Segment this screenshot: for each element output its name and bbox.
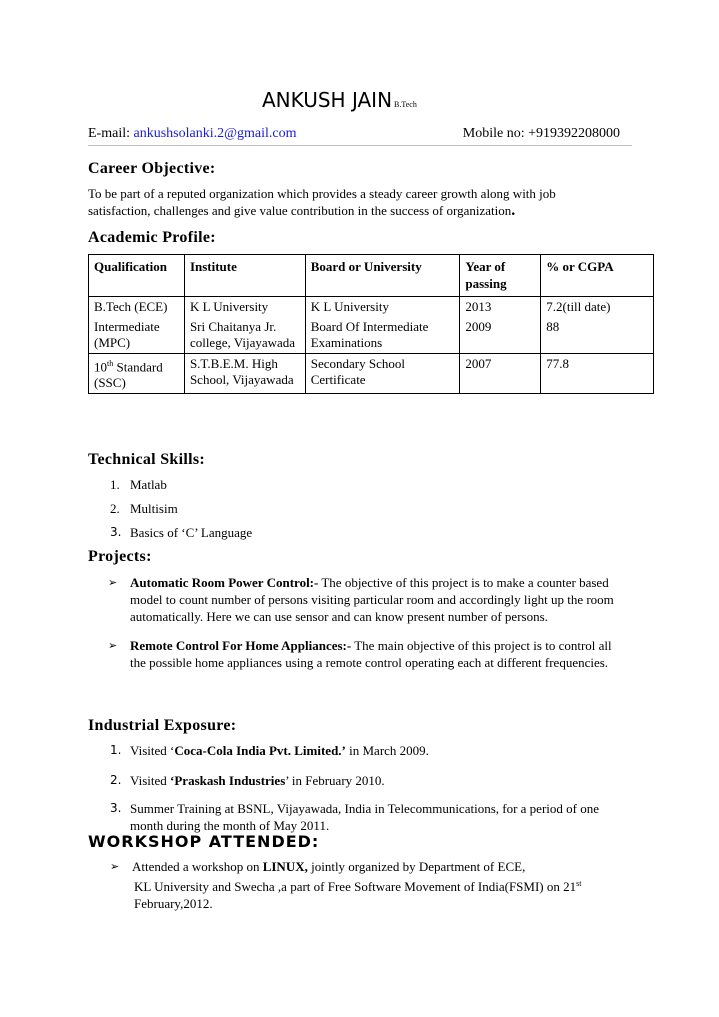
workshop-detail: KL University and Swecha ,a part of Free Software Movement of India(FSMI) on 21 [134,879,577,895]
ssc-label: Standard (SSC) [94,359,163,391]
column-header: Institute [184,255,305,297]
degree-text: B.Tech [394,100,417,109]
table-cell: B.Tech (ECE) [89,297,185,318]
list-number: 3. [110,525,122,539]
company-name: Coca-Cola India Pvt. Limited.’ [174,743,346,758]
skills-heading: Technical Skills: [88,451,205,468]
project-description: The main objective of this project is to control all the possible home appliances using a remote control operating each at different frequencies. [130,638,612,670]
table-row [89,317,654,354]
table-cell: S.T.B.E.M. High School, Vijayawada [184,354,305,394]
table-header-row [89,255,654,297]
workshop-list [110,858,630,912]
table-row [89,354,654,394]
project-description: The objective of this project is to make a counter based model to count number of persons visiting particular room and accordingly light up the room automatically. Here we can use sensor and can know present number of persons. [130,575,614,624]
ssc-superscript: th [107,359,114,368]
list-item [110,772,630,800]
table-cell: 2013 [460,297,541,318]
academic-table [88,254,654,394]
skill-text: Basics of ‘C’ Language [130,525,253,540]
table-cell: K L University [305,297,460,318]
arrow-bullet-icon: ➢ [108,639,118,652]
skill-text: Matlab [130,477,167,492]
email-link[interactable]: ankushsolanki.2@gmail.com [133,126,297,141]
name-text: ANKUSH JAIN [262,88,393,112]
list-item [110,800,630,834]
exposure-text: Summer Training at BSNL, Vijayawada, India in Telecommunications, for a period of one month during the month of May 2011. [130,801,599,833]
email-label: E-mail: [88,126,134,141]
list-number: 2. [110,501,120,516]
project-title: Automatic Room Power Control:- [130,575,319,590]
exposure-date: in March 2009. [345,743,429,758]
exposure-text: Visited [130,773,171,788]
career-body: To be part of a reputed organization which provides a steady career growth along with job satisfaction, challenges and give value contribution in the success of organization [88,186,556,218]
table-cell: Intermediate (MPC) [89,317,185,354]
workshop-item [110,858,630,912]
projects-list [108,574,628,671]
ssc-number: 10 [94,359,107,375]
table-cell: Secondary School Certificate [305,354,460,394]
list-item [110,476,510,500]
career-heading: Career Objective: [88,160,216,177]
skills-list [110,476,510,548]
table-cell: 7.2(till date) [541,297,654,318]
table-cell: K L University [184,297,305,318]
list-number: 3. [110,801,122,815]
project-item [108,637,628,671]
list-number: 2. [110,773,122,787]
list-item [110,500,510,524]
table-row [89,297,654,318]
workshop-text: Attended a workshop on [132,859,263,874]
column-header: Board or University [305,255,460,297]
table-cell [89,354,185,394]
table-cell: 88 [541,317,654,354]
industrial-list [110,742,630,834]
skill-text: Multisim [130,501,178,516]
company-name: ‘Praskash Industries [170,773,286,788]
project-title: Remote Control For Home Appliances:- [130,638,352,653]
table-cell: 2009 [460,317,541,354]
projects-heading: Projects: [88,548,152,565]
table-cell: Board Of Intermediate Examinations [305,317,460,354]
career-text [88,185,588,219]
list-item [110,742,630,772]
exposure-date: ’ in February 2010. [285,773,385,788]
list-item [110,524,510,548]
arrow-bullet-icon: ➢ [108,576,118,589]
contact-line [88,126,632,146]
workshop-heading: WORKSHOP ATTENDED: [88,832,320,851]
column-header: Year of passing [460,255,541,297]
table-cell: 77.8 [541,354,654,394]
exposure-text: Visited ‘ [130,743,175,758]
date-superscript: st [576,879,582,888]
workshop-topic: LINUX, [262,859,308,874]
academic-heading: Academic Profile: [88,229,216,246]
table-cell: 2007 [460,354,541,394]
column-header: % or CGPA [541,255,654,297]
project-item [108,574,628,625]
industrial-heading: Industrial Exposure: [88,717,237,734]
workshop-date: February,2012. [134,896,213,912]
workshop-organizer: jointly organized by Department of ECE, [307,859,526,874]
column-header: Qualification [89,255,185,297]
list-number: 1. [110,477,120,492]
mobile-number: Mobile no: +919392208000 [462,126,620,141]
career-period: . [511,202,516,219]
list-number: 1. [110,743,122,757]
resume-name [262,88,417,112]
arrow-bullet-icon: ➢ [110,860,120,873]
table-cell: Sri Chaitanya Jr. college, Vijayawada [184,317,305,354]
